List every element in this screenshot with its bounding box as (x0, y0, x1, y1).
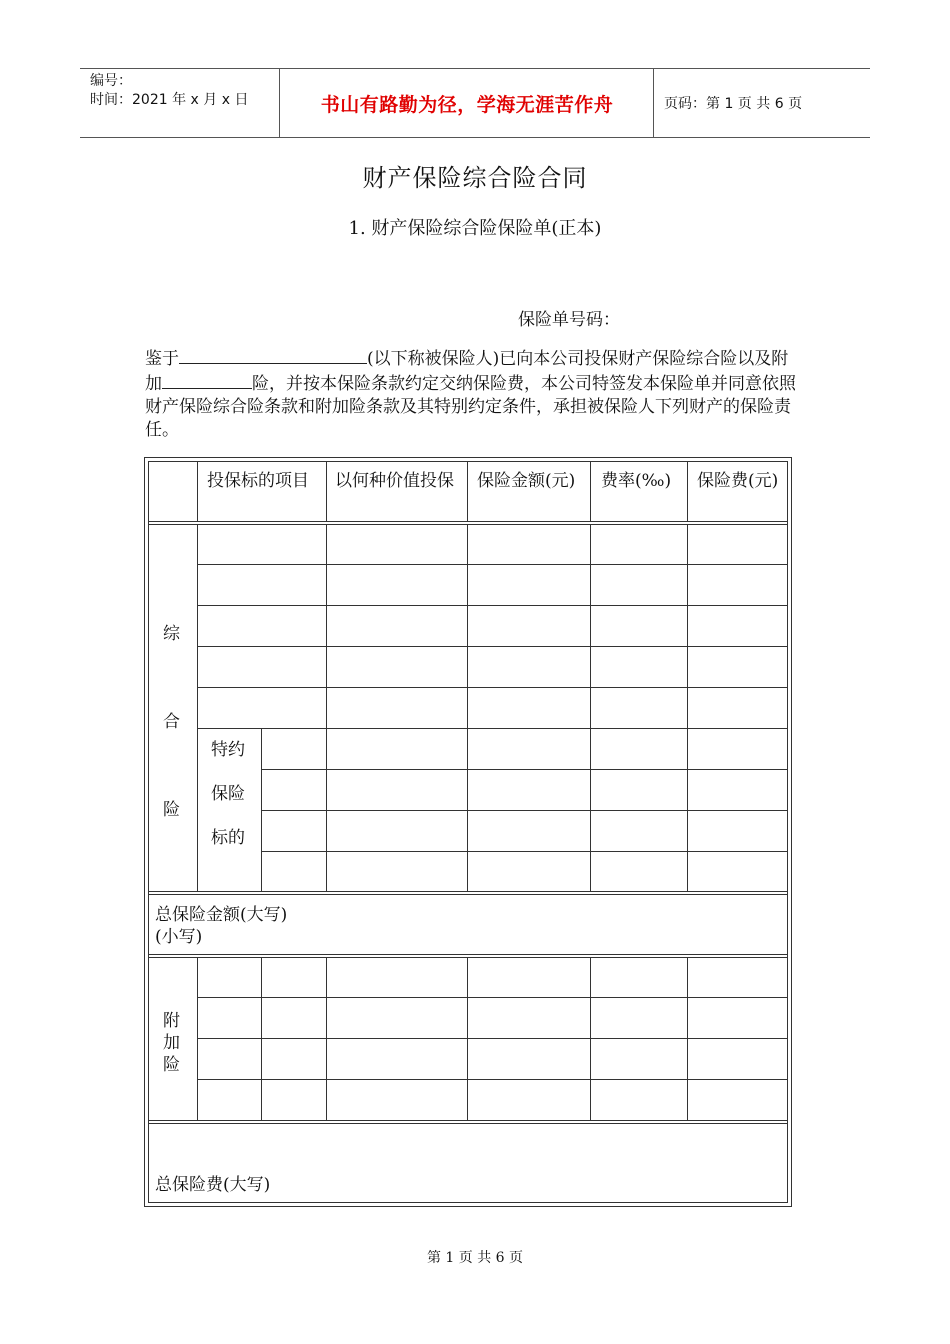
time-label: 时间：2021 年 x 月 x 日 (90, 92, 249, 108)
table-gridline (148, 957, 788, 958)
table-gridline (197, 728, 788, 729)
header-motto: 书山有路勤为径，学海无涯苦作舟 (281, 69, 654, 137)
special-subject-line-1: 特约 (211, 740, 245, 760)
document-subtitle: 1. 财产保险综合险保险单(正本) (348, 218, 602, 239)
header-rate: 费率(‰) (601, 471, 672, 491)
section-additional-char-2: 加 (163, 1033, 180, 1053)
table-gridline (148, 894, 788, 895)
number-label: 编号： (90, 73, 132, 89)
table-gridline (148, 1120, 788, 1121)
insured-name-blank[interactable] (179, 346, 367, 364)
table-gridline (687, 461, 688, 521)
table-gridline (261, 810, 788, 811)
table-gridline (590, 524, 591, 891)
table-gridline (467, 461, 468, 521)
para-prefix: 鉴于 (145, 349, 179, 369)
header-value-basis: 以何种价值投保 (335, 471, 454, 491)
table-gridline (261, 769, 788, 770)
header-premium: 保险费(元) (697, 471, 779, 491)
table-gridline (148, 954, 788, 955)
special-subject-line-2: 保险 (211, 784, 245, 804)
para-part2: 险，并按本保险条款约定交纳保险费，本公司特签发本保险单并同意依照财产保险综合险条款和附加险条款及其特别约定条件，承担被保险人下列财产的保险责任。 (145, 374, 796, 440)
table-gridline (326, 524, 327, 891)
table-gridline (326, 461, 327, 521)
document-title: 财产保险综合险合同 (362, 164, 588, 192)
table-gridline (590, 461, 591, 521)
additional-insurance-blank[interactable] (162, 371, 252, 389)
table-gridline (197, 1038, 788, 1039)
table-gridline (197, 564, 788, 565)
table-gridline (687, 524, 688, 891)
section-additional-char-3: 险 (163, 1055, 180, 1075)
table-gridline (197, 524, 198, 891)
table-gridline (467, 524, 468, 891)
table-gridline (148, 1123, 788, 1124)
table-gridline (197, 461, 198, 521)
section-comprehensive-char-1: 综 (163, 624, 180, 644)
table-gridline (197, 605, 788, 606)
table-gridline (148, 521, 788, 522)
document-header (80, 68, 870, 138)
header-page-info: 页码：第 1 页 共 6 页 (664, 96, 803, 112)
section-comprehensive-char-2: 合 (163, 712, 180, 732)
table-gridline (197, 1079, 788, 1080)
table-gridline (261, 851, 788, 852)
table-gridline (148, 524, 788, 525)
table-gridline (197, 997, 788, 998)
section-additional-char-1: 附 (163, 1011, 180, 1031)
header-insured-amount: 保险金额(元) (477, 471, 576, 491)
total-insured-small: (小写) (155, 927, 203, 947)
policy-number-label: 保险单号码： (518, 310, 620, 330)
table-gridline (197, 687, 788, 688)
total-insured-label: 总保险金额(大写) (155, 905, 288, 925)
page-footer: 第 1 页 共 6 页 (426, 1250, 524, 1266)
header-subject: 投保标的项目 (207, 471, 309, 491)
header-meta (80, 69, 280, 137)
insurance-table (144, 457, 792, 1207)
table-gridline (148, 891, 788, 892)
table-gridline (197, 646, 788, 647)
para-part1: (以下称被保险人)已向本公司投保财产保险综合险以及附加 (145, 349, 789, 394)
special-subject-line-3: 标的 (211, 828, 245, 848)
section-comprehensive-char-3: 险 (163, 800, 180, 820)
intro-paragraph (145, 346, 800, 442)
total-premium-label: 总保险费(大写) (155, 1175, 271, 1195)
